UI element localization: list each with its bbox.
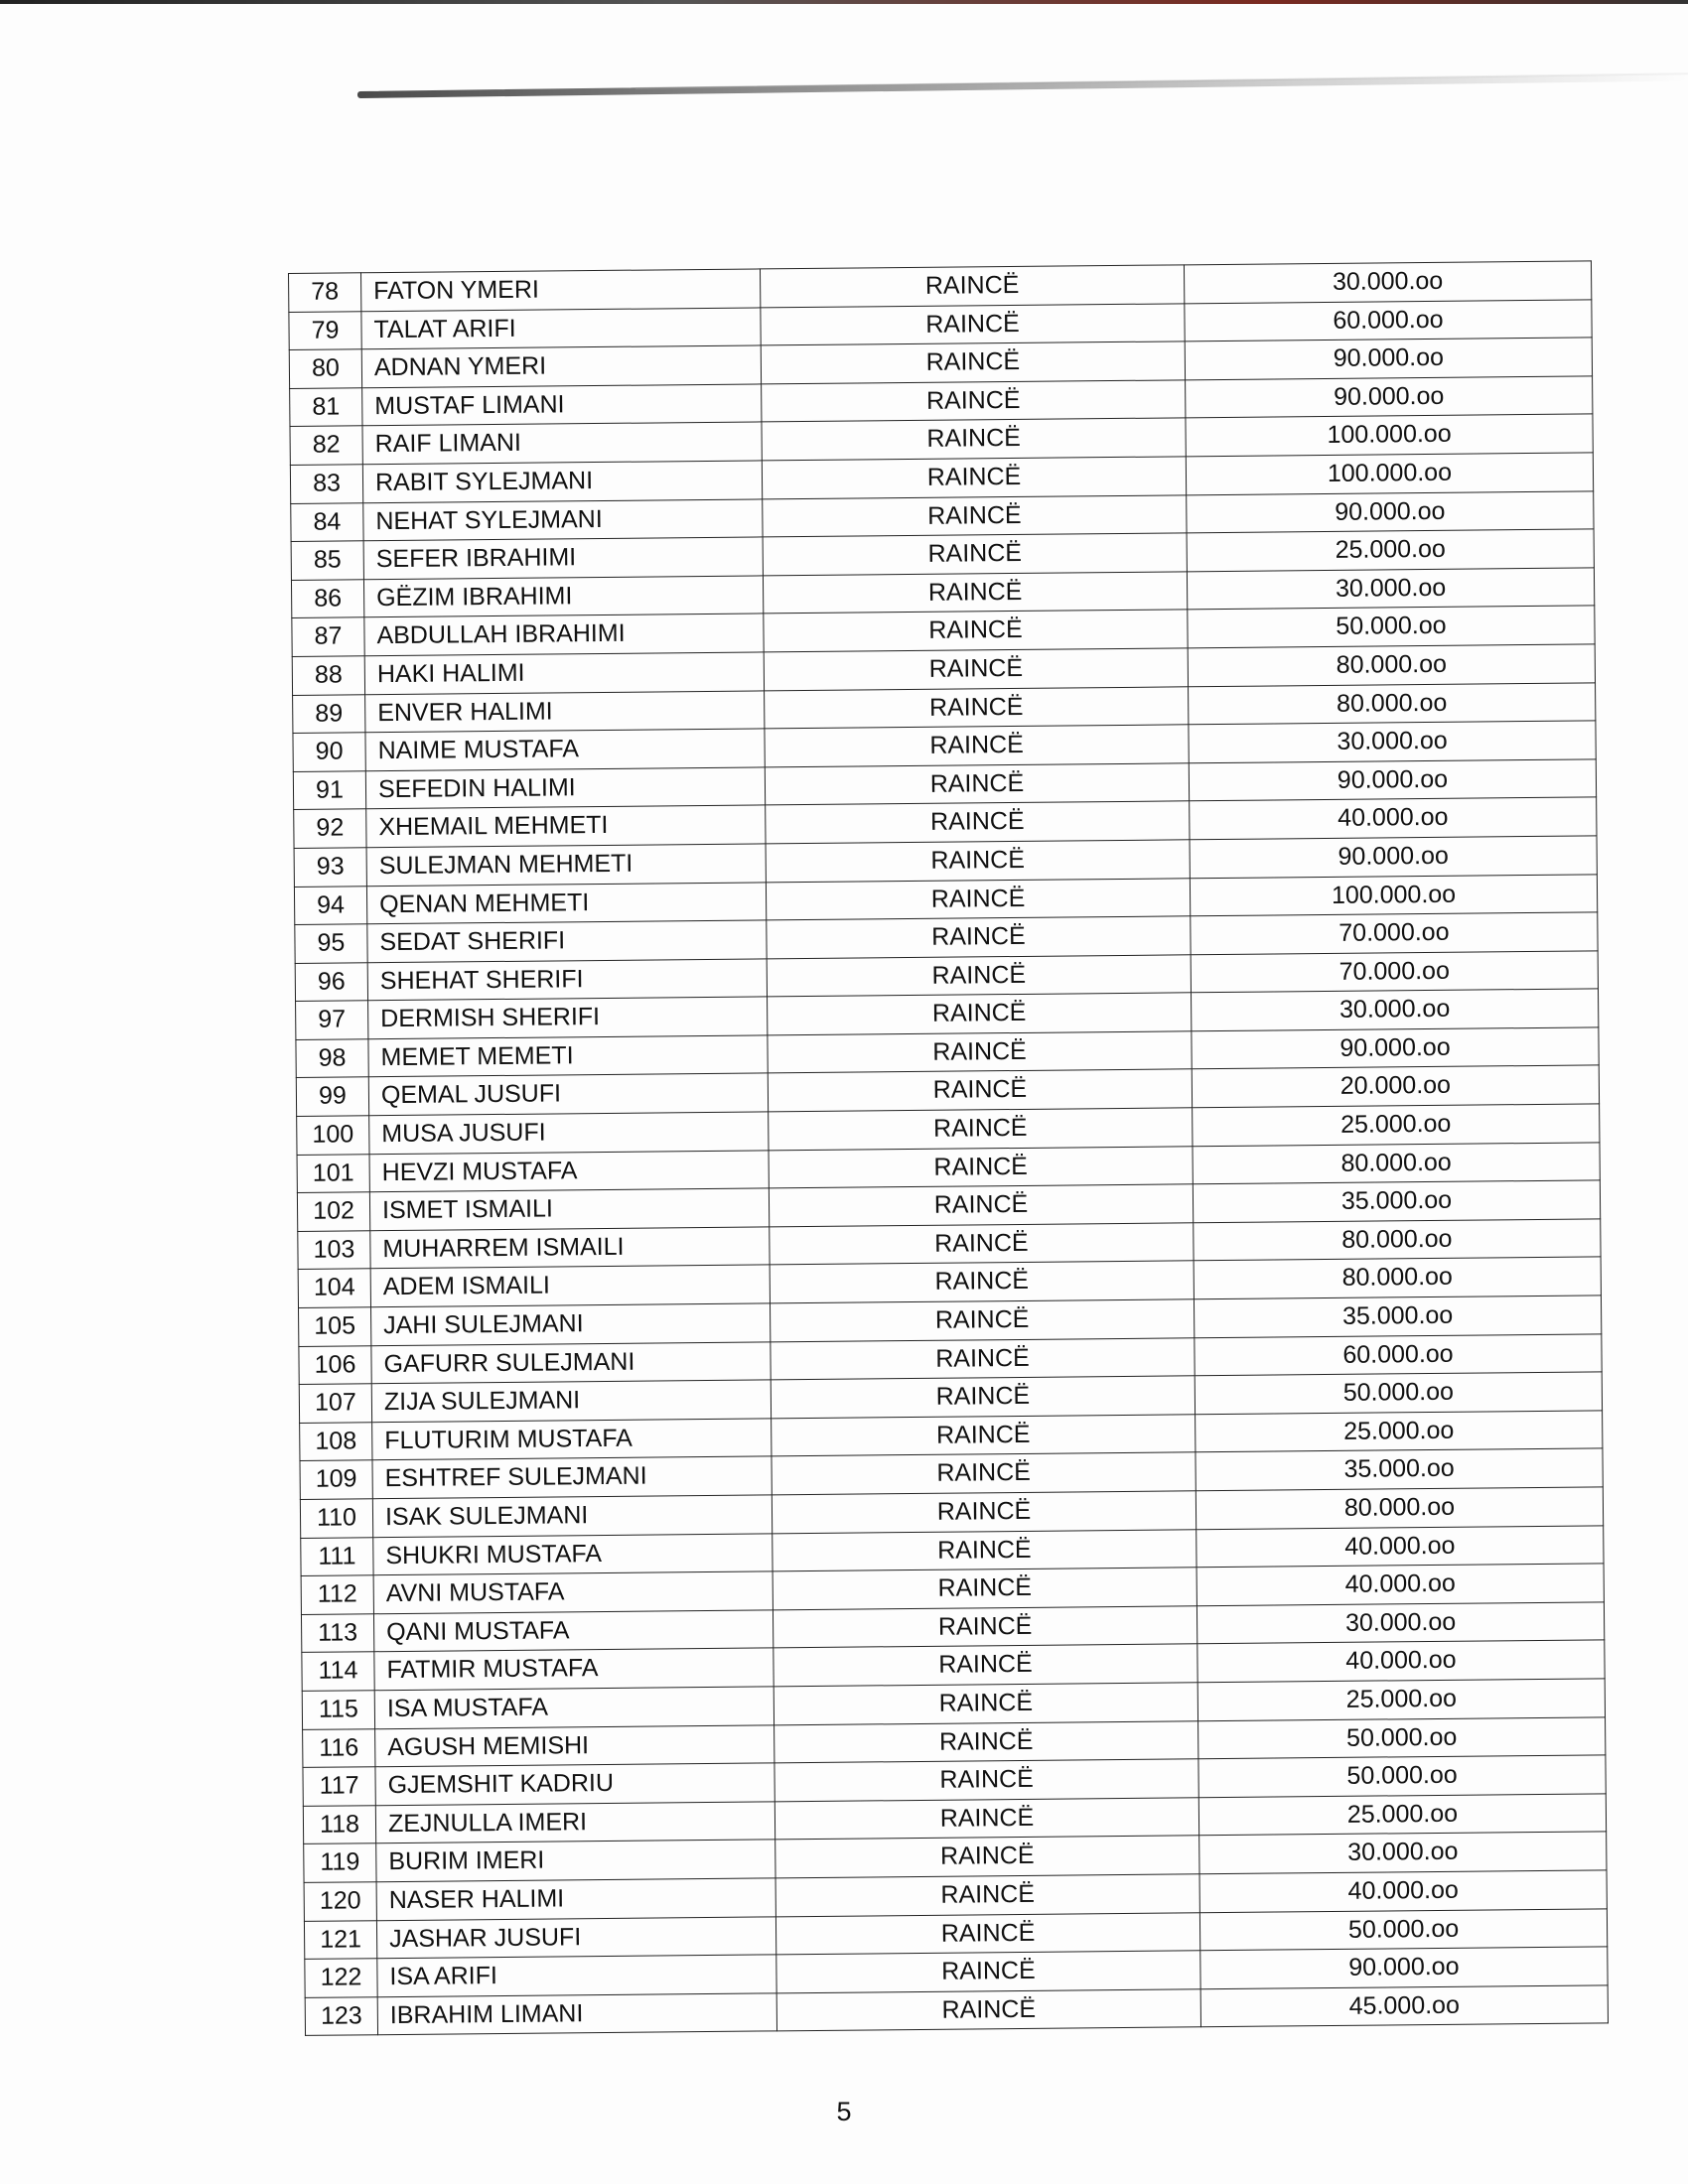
row-name: HEVZI MUSTAFA [369,1151,769,1192]
row-place: RAINCË [769,1146,1193,1188]
row-place: RAINCË [766,840,1190,883]
row-name: MUHARREM ISMAILI [370,1227,770,1269]
row-amount: 20.000.oo [1192,1065,1599,1108]
row-place: RAINCË [767,954,1191,997]
row-name: ADEM ISMAILI [370,1265,770,1306]
row-amount: 30.000.oo [1184,261,1591,304]
row-name: GJEMSHIT KADRIU [375,1763,774,1805]
row-amount: 60.000.oo [1185,299,1592,341]
row-amount: 90.000.oo [1185,338,1592,380]
row-number: 117 [303,1767,375,1806]
row-place: RAINCË [763,572,1187,614]
row-place: RAINCË [773,1606,1196,1649]
page-content [288,260,1608,2036]
row-name: SEFER IBRAHIMI [363,537,763,579]
row-name: FATMIR MUSTAFA [374,1648,774,1690]
row-amount: 25.000.oo [1196,1411,1603,1453]
row-place: RAINCË [770,1299,1194,1342]
row-amount: 30.000.oo [1192,989,1599,1031]
row-amount: 90.000.oo [1200,1947,1608,1989]
row-number: 85 [291,541,363,580]
row-place: RAINCË [768,993,1192,1035]
row-place: RAINCË [762,418,1186,461]
row-place: RAINCË [765,725,1189,767]
row-amount: 100.000.oo [1186,414,1593,457]
row-number: 96 [295,962,367,1001]
row-number: 79 [289,311,361,349]
row-name: HAKI HALIMI [364,652,764,694]
row-amount: 50.000.oo [1198,1755,1606,1798]
row-place: RAINCË [766,801,1190,844]
row-number: 84 [291,502,363,541]
row-name: RAIF LIMANI [362,422,762,464]
row-number: 111 [301,1537,373,1575]
row-place: RAINCË [772,1491,1196,1534]
row-amount: 45.000.oo [1200,1985,1608,2028]
row-place: RAINCË [763,533,1187,576]
row-name: ZEJNULLA IMERI [375,1802,774,1843]
row-place: RAINCË [767,916,1191,959]
row-number: 113 [301,1614,373,1653]
row-number: 80 [289,349,361,388]
row-number: 101 [297,1154,369,1192]
row-number: 122 [305,1959,377,1997]
row-number: 106 [299,1345,371,1384]
row-amount: 100.000.oo [1190,874,1597,916]
row-place: RAINCË [761,341,1185,384]
page-number: 5 [836,2097,852,2126]
row-place: RAINCË [775,1836,1199,1878]
row-amount: 35.000.oo [1193,1180,1600,1223]
row-name: AGUSH MEMISHI [375,1724,774,1766]
row-place: RAINCË [762,457,1186,499]
row-name: JAHI SULEJMANI [371,1303,771,1345]
row-number: 83 [290,465,362,503]
row-number: 91 [293,770,365,809]
scan-top-edge [0,0,1688,4]
row-amount: 90.000.oo [1186,376,1593,419]
row-name: ENVER HALIMI [365,690,765,732]
row-number: 78 [289,273,361,312]
row-amount: 35.000.oo [1196,1448,1603,1491]
row-place: RAINCË [766,878,1190,920]
row-place: RAINCË [764,648,1188,691]
row-place: RAINCË [771,1337,1195,1380]
row-number: 92 [294,809,366,848]
row-amount: 30.000.oo [1199,1832,1607,1874]
row-amount: 40.000.oo [1196,1564,1604,1606]
row-name: SHUKRI MUSTAFA [373,1533,773,1574]
beneficiary-table [288,260,1609,2036]
row-name: NASER HALIMI [376,1878,775,1920]
row-place: RAINCË [764,610,1188,652]
row-amount: 80.000.oo [1196,1487,1603,1530]
row-number: 123 [305,1996,377,2035]
row-name: ABDULLAH IBRAHIMI [364,614,764,655]
row-name: GËZIM IBRAHIMI [363,576,763,617]
row-amount: 90.000.oo [1187,490,1594,533]
row-place: RAINCË [760,265,1184,308]
row-name: TALAT ARIFI [361,308,761,349]
scan-streak [357,73,1688,98]
row-name: AVNI MUSTAFA [373,1571,773,1613]
row-name: NAIME MUSTAFA [365,729,765,770]
row-number: 115 [302,1691,374,1729]
row-name: ESHTREF SULEJMANI [372,1456,772,1498]
row-number: 118 [303,1805,375,1843]
row-name: IBRAHIM LIMANI [377,1993,776,2035]
row-place: RAINCË [768,1031,1192,1074]
row-name: SULEJMAN MEHMETI [366,844,766,886]
row-name: FATON YMERI [361,269,761,311]
row-name: BURIM IMERI [376,1840,775,1881]
row-number: 108 [300,1423,372,1461]
row-number: 82 [290,426,362,465]
row-name: XHEMAIL MEHMETI [366,805,766,847]
row-number: 81 [290,388,362,427]
row-place: RAINCË [762,380,1186,423]
row-amount: 80.000.oo [1194,1219,1601,1262]
row-number: 94 [294,886,366,924]
row-name: QANI MUSTAFA [373,1610,773,1652]
row-amount: 25.000.oo [1198,1794,1606,1837]
row-number: 121 [304,1920,376,1959]
row-place: RAINCË [773,1568,1196,1610]
row-place: RAINCË [772,1452,1196,1495]
row-place: RAINCË [775,1874,1199,1917]
row-amount: 70.000.oo [1191,951,1598,994]
row-amount: 80.000.oo [1189,682,1596,725]
row-place: RAINCË [775,1912,1199,1955]
row-amount: 40.000.oo [1199,1870,1607,1913]
row-number: 99 [296,1077,368,1116]
row-number: 98 [296,1039,368,1078]
row-amount: 50.000.oo [1195,1372,1602,1415]
row-amount: 25.000.oo [1193,1104,1600,1147]
row-name: MUSA JUSUFI [369,1112,769,1154]
row-name: ADNAN YMERI [361,345,761,387]
row-name: QEMAL JUSUFI [368,1073,768,1115]
row-place: RAINCË [763,494,1187,537]
row-number: 104 [298,1269,370,1307]
row-number: 87 [292,617,364,656]
row-name: DERMISH SHERIFI [368,997,768,1038]
row-amount: 40.000.oo [1190,797,1597,840]
row-name: FLUTURIM MUSTAFA [372,1419,772,1460]
row-number: 97 [296,1001,368,1039]
row-amount: 30.000.oo [1196,1602,1604,1645]
row-number: 114 [302,1652,374,1691]
row-amount: 35.000.oo [1194,1296,1601,1338]
row-place: RAINCË [774,1644,1197,1687]
row-number: 86 [291,580,363,618]
row-number: 95 [295,924,367,963]
row-name: MUSTAF LIMANI [362,384,762,426]
row-name: ZIJA SULEJMANI [371,1380,771,1422]
row-amount: 80.000.oo [1188,644,1595,687]
table-body [289,261,1609,2036]
row-name: SEFEDIN HALIMI [365,767,765,809]
row-place: RAINCË [769,1184,1193,1227]
row-place: RAINCË [776,1951,1200,1993]
row-amount: 50.000.oo [1199,1908,1607,1951]
row-number: 110 [300,1499,372,1538]
row-amount: 100.000.oo [1186,453,1593,495]
row-name: GAFURR SULEJMANI [371,1342,771,1384]
row-place: RAINCË [772,1415,1196,1457]
row-place: RAINCË [771,1376,1195,1419]
row-number: 109 [300,1460,372,1499]
row-place: RAINCË [773,1529,1196,1571]
row-name: ISA MUSTAFA [374,1687,774,1728]
row-place: RAINCË [770,1261,1194,1303]
row-amount: 90.000.oo [1190,836,1597,879]
row-name: RABIT SYLEJMANI [362,461,762,502]
row-amount: 40.000.oo [1197,1640,1605,1683]
row-name: ISAK SULEJMANI [372,1495,772,1537]
row-name: QENAN MEHMETI [366,882,766,923]
row-amount: 50.000.oo [1198,1716,1606,1759]
row-amount: 80.000.oo [1194,1257,1601,1299]
row-amount: 90.000.oo [1189,759,1596,802]
row-place: RAINCË [774,1798,1198,1841]
row-place: RAINCË [776,1988,1200,2031]
row-number: 89 [293,694,365,733]
row-name: JASHAR JUSUFI [376,1916,775,1958]
row-name: SEDAT SHERIFI [367,920,767,962]
row-number: 120 [304,1882,376,1921]
row-number: 93 [294,848,366,887]
row-amount: 90.000.oo [1192,1027,1599,1070]
row-number: 112 [301,1575,373,1614]
row-amount: 50.000.oo [1188,606,1595,648]
row-place: RAINCË [774,1759,1198,1802]
row-number: 105 [299,1307,371,1346]
row-place: RAINCË [774,1720,1198,1763]
row-number: 103 [298,1231,370,1270]
row-name: ISA ARIFI [377,1955,776,1996]
row-place: RAINCË [769,1108,1193,1151]
row-place: RAINCË [761,303,1185,345]
row-number: 100 [297,1116,369,1155]
row-place: RAINCË [768,1069,1192,1112]
row-number: 102 [297,1192,369,1231]
row-place: RAINCË [765,686,1189,729]
row-number: 119 [304,1843,376,1882]
row-amount: 70.000.oo [1191,912,1598,955]
row-amount: 60.000.oo [1195,1333,1602,1376]
row-name: SHEHAT SHERIFI [367,959,767,1001]
row-amount: 30.000.oo [1187,568,1594,611]
row-place: RAINCË [774,1683,1197,1725]
row-number: 88 [292,656,364,695]
row-amount: 80.000.oo [1193,1143,1600,1185]
row-amount: 25.000.oo [1197,1679,1605,1721]
row-name: NEHAT SYLEJMANI [363,498,763,540]
row-amount: 40.000.oo [1196,1525,1604,1568]
row-amount: 30.000.oo [1189,721,1596,763]
row-amount: 25.000.oo [1187,529,1594,572]
row-number: 116 [303,1728,375,1767]
row-place: RAINCË [770,1223,1194,1266]
row-name: MEMET MEMETI [368,1035,768,1077]
row-number: 107 [299,1384,371,1423]
row-place: RAINCË [765,763,1189,806]
row-number: 90 [293,733,365,771]
row-name: ISMET ISMAILI [369,1188,769,1230]
